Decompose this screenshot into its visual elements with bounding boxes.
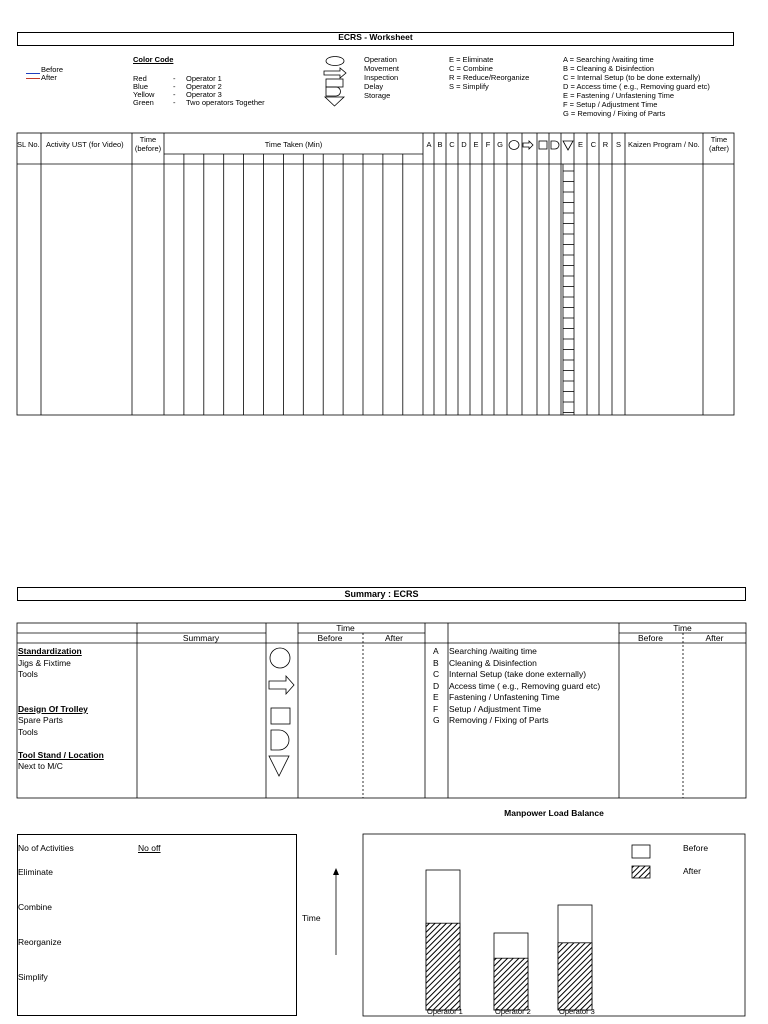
ecrs-code: R = Reduce/Reorganize: [449, 73, 530, 82]
color-code-sep: -: [173, 90, 176, 99]
color-code-color: Red: [133, 74, 147, 83]
summary-code-letter: B: [433, 657, 439, 668]
header-time-taken: Time Taken (Min): [264, 140, 323, 149]
summary-code-text: Access time ( e.g., Removing guard etc): [449, 680, 601, 691]
summary-code-letter: E: [433, 692, 439, 702]
abc-code: B = Cleaning & Disinfection: [563, 64, 655, 73]
summary-heading: Design Of Trolley: [18, 703, 88, 714]
summary-code-letter: F: [433, 703, 439, 714]
no-off-label: No off: [138, 843, 161, 853]
no-of-activities-label: No of Activities: [18, 843, 74, 853]
color-code-color: Yellow: [133, 90, 155, 99]
header-ecrs-s: S: [615, 140, 621, 149]
ecrs-code: S = Simplify: [449, 82, 489, 91]
summary-title: Summary : ECRS: [344, 589, 419, 599]
count-row-label: Eliminate: [18, 867, 53, 877]
legend-after-swatch: [632, 866, 650, 878]
color-code-desc: Operator 2: [186, 82, 222, 91]
summary-after-label-right: After: [705, 633, 724, 643]
header-ecrs-e: E: [577, 140, 583, 149]
ecrs-code: C = Combine: [449, 64, 493, 73]
summary-item: Tools: [18, 669, 38, 679]
summary-item: Next to M/C: [18, 761, 63, 771]
color-code-desc: Operator 3: [186, 90, 222, 99]
abc-code: F = Setup / Adjustment Time: [563, 100, 658, 109]
color-code-sep: -: [173, 82, 176, 91]
summary-code-letter: C: [433, 669, 440, 679]
ecrs-code: E = Eliminate: [449, 55, 494, 64]
after-label: After: [41, 73, 57, 82]
color-code-desc: Two operators Together: [186, 98, 265, 107]
summary-code-text: Removing / Fixing of Parts: [449, 715, 549, 725]
header-letter-d: D: [461, 140, 467, 149]
summary-time-label-right: Time: [673, 623, 692, 633]
summary-time-label: Time: [336, 623, 355, 633]
summary-item: Tools: [18, 726, 38, 737]
bar-after-3: [558, 943, 592, 1010]
header-kaizen: Kaizen Program / No.: [628, 140, 700, 149]
symbol-name: Movement: [364, 64, 400, 73]
before-label: Before: [41, 65, 64, 74]
summary-item: Spare Parts: [18, 715, 63, 725]
y-axis-arrow: [333, 868, 339, 875]
count-row-label: Combine: [18, 902, 53, 912]
header-letter-c: C: [449, 140, 455, 149]
symbol-name: Storage: [364, 91, 391, 100]
summary-before-label-right: Before: [637, 633, 664, 643]
legend-before-label: Before: [683, 843, 709, 853]
summary-code-text: Setup / Adjustment Time: [449, 703, 542, 714]
color-code-color: Green: [133, 98, 154, 107]
bar-after-1: [426, 923, 460, 1010]
symbol-name: Operation: [364, 55, 397, 64]
summary-code-letter: A: [433, 646, 439, 656]
summary-before-label: Before: [317, 633, 343, 643]
summary-code-letter: D: [433, 680, 440, 691]
chart-frame: [363, 834, 745, 1016]
summary-after-label: After: [385, 633, 403, 643]
bar-category-label: Operator 2: [495, 1007, 531, 1016]
color-code-desc: Operator 1: [186, 74, 222, 83]
header-letter-e: E: [473, 140, 479, 149]
header-time-before: Time (before): [134, 135, 162, 153]
abc-code: D = Access time ( e.g., Removing guard etc): [563, 82, 710, 91]
header-sl-no: SL No.: [17, 140, 40, 149]
summary-code-letter: G: [433, 715, 440, 725]
summary-code-text: Internal Setup (take done externally): [449, 669, 587, 679]
color-code-sep: -: [173, 74, 176, 83]
count-row-label: Simplify: [18, 972, 48, 982]
summary-heading: Standardization: [18, 646, 82, 656]
header-ecrs-c: C: [590, 140, 597, 149]
summary-code-text: Searching /waiting time: [449, 646, 537, 656]
header-time-after: Time (after): [708, 135, 729, 153]
abc-code: C = Internal Setup (to be done externally): [563, 73, 701, 82]
header-letter-f: F: [485, 140, 491, 149]
abc-code: A = Searching /waiting time: [563, 55, 654, 64]
color-code-sep: -: [173, 98, 176, 107]
header-activity: Activity UST (for Video): [46, 140, 124, 149]
summary-code-text: Fastening / Unfastening Time: [449, 692, 560, 702]
header-letter-a: A: [426, 140, 432, 149]
worksheet-title: ECRS - Worksheet: [338, 32, 413, 42]
color-code-heading: Color Code: [133, 55, 174, 64]
bar-category-label: Operator 1: [427, 1007, 463, 1016]
legend-before-swatch: [632, 845, 650, 858]
chart-title: Manpower Load Balance: [504, 808, 604, 818]
abc-code: G = Removing / Fixing of Parts: [563, 109, 666, 118]
legend-after-label: After: [683, 866, 701, 876]
count-row-label: Reorganize: [18, 937, 62, 947]
summary-item: Jigs & Fixtime: [18, 657, 71, 668]
color-code-color: Blue: [133, 82, 149, 91]
header-ecrs-r: R: [602, 140, 609, 149]
abc-code: E = Fastening / Unfastening Time: [563, 91, 675, 100]
chart-ylabel: Time: [302, 913, 321, 923]
symbol-name: Delay: [364, 82, 384, 91]
summary-column-label: Summary: [182, 633, 220, 643]
header-letter-g: G: [497, 140, 503, 149]
summary-heading: Tool Stand / Location: [18, 749, 104, 760]
bar-after-2: [494, 958, 528, 1010]
header-letter-b: B: [437, 140, 443, 149]
symbol-name: Inspection: [364, 73, 399, 82]
bar-category-label: Operator 3: [559, 1007, 595, 1016]
summary-code-text: Cleaning & Disinfection: [449, 657, 537, 668]
